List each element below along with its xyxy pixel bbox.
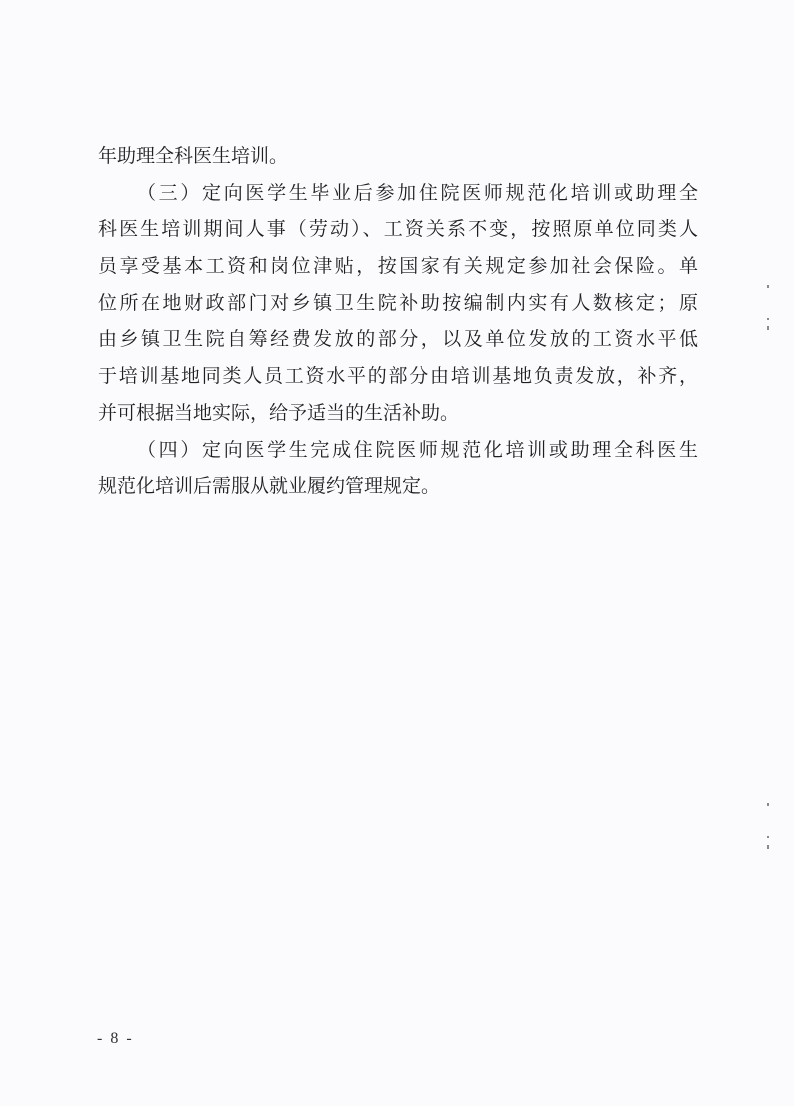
text-line: 于培训基地同类人员工资水平的部分由培训基地负责发放，补齐，: [98, 365, 698, 388]
text-line: 员享受基本工资和岗位津贴，按国家有关规定参加社会保险。单: [98, 255, 698, 278]
text-line: 位所在地财政部门对乡镇卫生院补助按编制内实有人数核定；原: [98, 291, 698, 314]
body-text: [98, 138, 698, 505]
text-line: 科医生培训期间人事（劳动）、工资关系不变，按照原单位同类人: [98, 218, 698, 241]
scan-speck: [767, 326, 769, 330]
text-line: 年助理全科医生培训。: [98, 145, 289, 167]
scan-speck: [767, 845, 769, 849]
scan-speck: [767, 836, 769, 838]
scan-speck: [767, 285, 769, 288]
scan-speck: [767, 318, 769, 320]
scan-speck: [767, 803, 769, 806]
text-line: 由乡镇卫生院自筹经费发放的部分，以及单位发放的工资水平低: [98, 328, 698, 351]
page-number: - 8 -: [97, 1030, 134, 1047]
text-line: 规范化培训后需服从就业履约管理规定。: [98, 475, 441, 498]
text-line: （三）定向医学生毕业后参加住院医师规范化培训或助理全: [137, 181, 698, 204]
text-line: 并可根据当地实际，给予适当的生活补助。: [98, 401, 460, 424]
text-line: （四）定向医学生完成住院医师规范化培训或助理全科医生: [137, 438, 698, 461]
